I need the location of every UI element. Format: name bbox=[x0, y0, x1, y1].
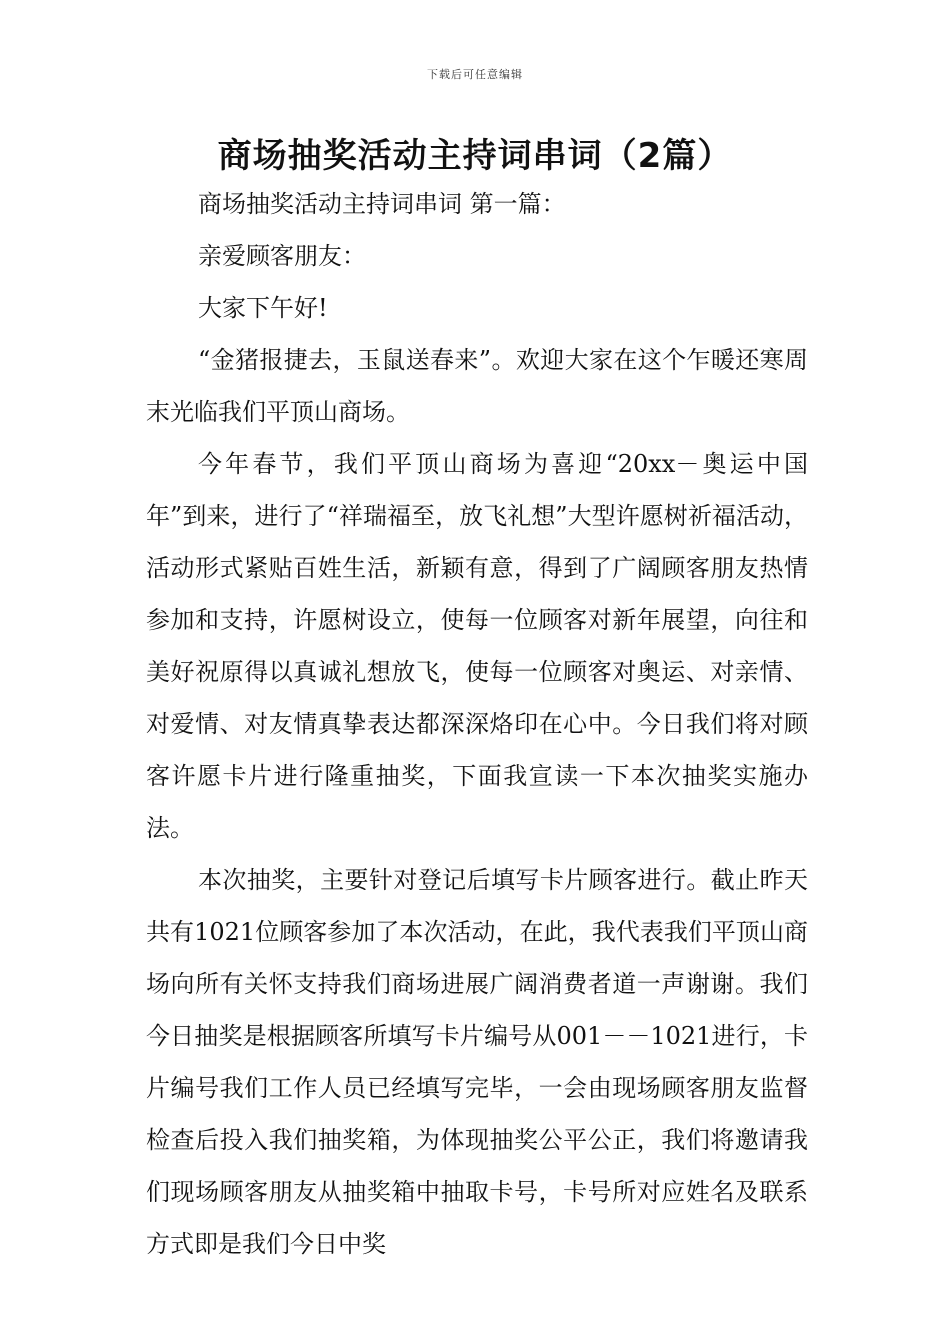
document-title: 商场抽奖活动主持词串词（2篇） bbox=[217, 136, 733, 176]
document-body bbox=[146, 178, 808, 1270]
section-heading: 商场抽奖活动主持词串词 第一篇： bbox=[198, 190, 566, 218]
paragraph-1: “金猪报捷去，玉鼠送春来”。欢迎大家在这个乍暖还寒周末光临我们平顶山商场。 bbox=[146, 346, 808, 426]
header-note: 下载后可任意编辑 bbox=[427, 68, 523, 81]
paragraph-3: 本次抽奖，主要针对登记后填写卡片顾客进行。截止昨天共有1021位顾客参加了本次活动，在此，我代表我们平顶山商场向所有关怀支持我们商场进展广阔消费者道一声谢谢。我们今日抽奖是根据顾客所填写卡片编号从001－－1021进行，卡片编号我们工作人员已经填写完毕，一会由现场顾客朋友监督检查后投入我们抽奖箱，为体现抽奖公平公正，我们将邀请我们现场顾客朋友从抽奖箱中抽取卡号，卡号所对应姓名及联系方式即是我们今日中奖 bbox=[146, 866, 808, 1258]
greeting: 大家下午好! bbox=[198, 294, 328, 322]
salutation: 亲爱顾客朋友： bbox=[198, 242, 366, 270]
paragraph-2: 今年春节，我们平顶山商场为喜迎“20xx－奥运中国年”到来，进行了“祥瑞福至，放飞礼想”大型许愿树祈福活动，活动形式紧贴百姓生活，新颖有意，得到了广阔顾客朋友热情参加和支持，许愿树设立，使每一位顾客对新年展望，向往和美好祝原得以真诚礼想放飞，使每一位顾客对奥运、对亲情、对爱情、对友情真挚表达都深深烙印在心中。今日我们将对顾客许愿卡片进行隆重抽奖，下面我宣读一下本次抽奖实施办法。 bbox=[146, 450, 808, 842]
